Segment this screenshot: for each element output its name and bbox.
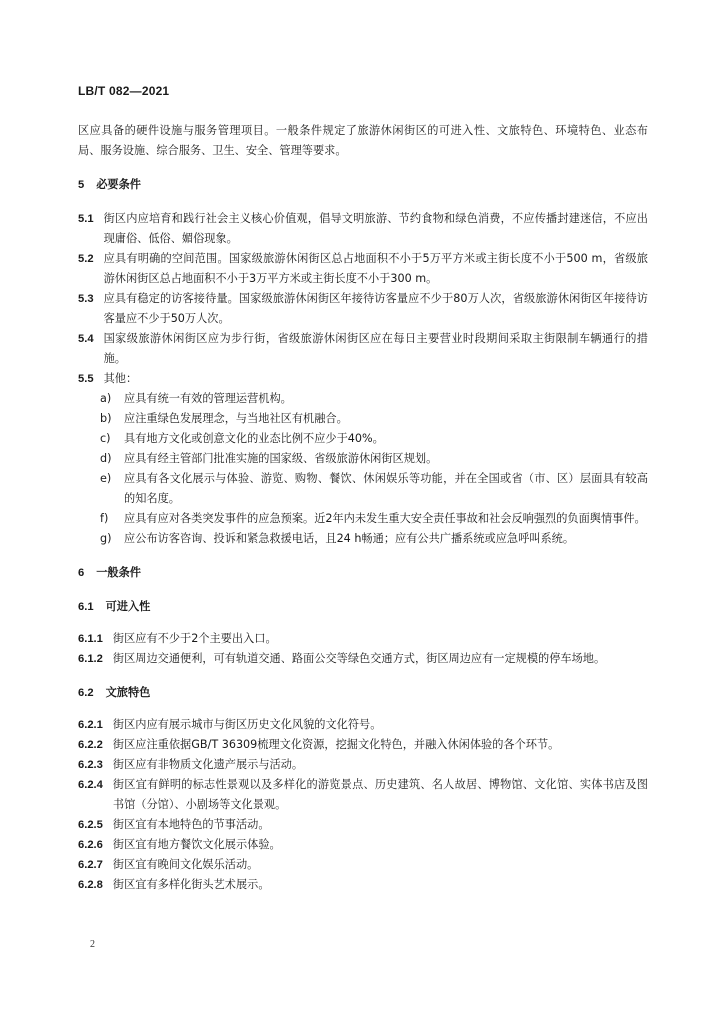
clause-item: 6.2.8 街区宜有多样化街头艺术展示。 — [78, 878, 270, 891]
clause-item: 6.2.7 街区宜有晚间文化娱乐活动。 — [78, 858, 259, 871]
clause-item: 5.2 应具有明确的空间范围。国家级旅游休闲街区总占地面积不小于5万平方米或主街长度不小于500 m，省级旅游休闲街区总占地面积不小于3万平方米或主街长度不小于300 m。 — [78, 252, 648, 285]
section-number: 6.2 — [78, 687, 94, 699]
section-title: 一般条件 — [96, 566, 141, 579]
clause-item: 6.2.4 街区宜有鲜明的标志性景观以及多样化的游览景点、历史建筑、名人故居、博物馆、文化馆、实体书店及图书馆（分馆）、小剧场等文化景观。 — [78, 778, 648, 811]
section-number: 5 — [78, 179, 85, 191]
clause-item: 5.1 街区内应培育和践行社会主义核心价值观，倡导文明旅游、节约食物和绿色消费，不应传播封建迷信，不应出现庸俗、低俗、媚俗现象。 — [78, 212, 648, 245]
clause-item: 6.2.1 街区内应有展示城市与街区历史文化风貌的文化符号。 — [78, 718, 382, 731]
list-item: e) 应具有各文化展示与体验、游览、购物、餐饮、休闲娱乐等功能，并在全国或省（市、区）层面具有较高的知名度。 — [100, 472, 648, 505]
list-item: g) 应公布访客咨询、投诉和紧急救援电话，且24 h畅通；应有公共广播系统或应急呼叫系统。 — [100, 532, 575, 545]
section-title: 必要条件 — [96, 178, 141, 191]
clause-item: 6.1.1 街区应有不少于2个主要出入口。 — [78, 632, 277, 645]
section-6-2-heading — [78, 683, 648, 703]
list-item: a) 应具有统一有效的管理运营机构。 — [100, 392, 292, 405]
clause-item: 6.2.5 街区宜有本地特色的节事活动。 — [78, 818, 270, 831]
clause-item: 5.3 应具有稳定的访客接待量。国家级旅游休闲街区年接待访客量应不少于80万人次，省级旅游休闲街区年接待访客量应不少于50万人次。 — [78, 292, 648, 325]
clause-item: 6.2.3 街区应有非物质文化遗产展示与活动。 — [78, 758, 304, 771]
list-item: d) 应具有经主管部门批准实施的国家级、省级旅游休闲街区规划。 — [100, 452, 438, 465]
section-number: 6 — [78, 567, 85, 579]
intro-paragraph: 区应具备的硬件设施与服务管理项目。一般条件规定了旅游休闲街区的可进入性、文旅特色、环境特色、业态布局、服务设施、综合服务、卫生、安全、管理等要求。 — [78, 124, 648, 157]
section-title: 可进入性 — [105, 600, 151, 613]
clause-item: 5.4 国家级旅游休闲街区应为步行街，省级旅游休闲街区应在每日主要营业时段期间采取主街限制车辆通行的措施。 — [78, 332, 648, 365]
page-number: 2 — [90, 939, 95, 950]
clause-item: 6.2.2 街区应注重依据GB/T 36309梳理文化资源，挖掘文化特色，并融入休闲体验的各个环节。 — [78, 738, 560, 751]
list-item: c) 具有地方文化或创意文化的业态比例不应少于40%。 — [100, 432, 384, 445]
page-content — [78, 121, 648, 895]
list-item: f) 应具有应对各类突发事件的应急预案。近2年内未发生重大安全责任事故和社会反响强烈的负面舆情事件。 — [100, 512, 646, 525]
clause-item: 6.2.6 街区宜有地方餐饮文化展示体验。 — [78, 838, 281, 851]
section-6-heading — [78, 563, 648, 583]
clause-item: 5.5 其他： — [78, 372, 138, 385]
standard-code-header: LB/T 082—2021 — [78, 84, 170, 98]
clause-item: 6.1.2 街区周边交通便利，可有轨道交通、路面公交等绿色交通方式，街区周边应有一定规模的停车场地。 — [78, 652, 606, 665]
section-number: 6.1 — [78, 601, 94, 613]
list-item: b) 应注重绿色发展理念，与当地社区有机融合。 — [100, 412, 348, 425]
section-title: 文旅特色 — [105, 686, 151, 699]
section-6-1-heading — [78, 597, 648, 617]
section-5-heading — [78, 175, 648, 195]
